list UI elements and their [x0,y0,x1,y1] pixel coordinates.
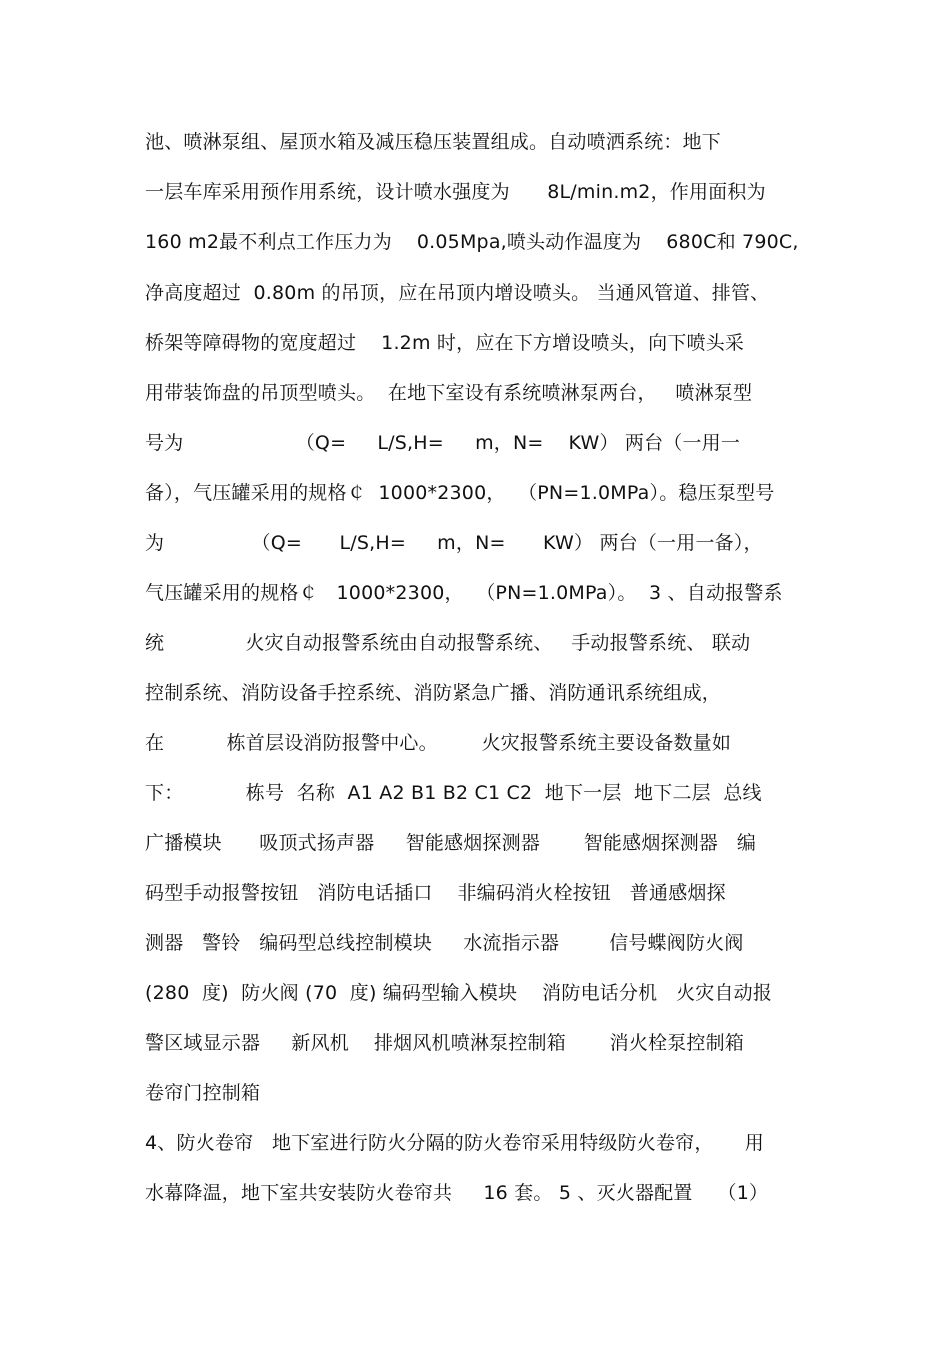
text-line-17: 测器 警铃 编码型总线控制模块 水流指示器 信号蝶阀防火阀 [145,932,744,954]
text-line-11: 统 火灾自动报警系统由自动报警系统、 手动报警系统、 联动 [145,632,751,654]
text-line-9: 为 （Q= L/S,H= m，N= KW） 两台（一用一备）， [145,532,763,554]
text-line-12: 控制系统、消防设备手控系统、消防紧急广播、消防通讯系统组成， [145,682,722,704]
text-line-1: 池、喷淋泵组、屋顶水箱及减压稳压装置组成。自动喷洒系统：地下 [145,131,722,153]
text-line-10: 气压罐采用的规格￠ 1000*2300， （PN=1.0MPa）。 3 、自动报警系 [145,582,783,604]
text-line-21: 4、防火卷帘 地下室进行防火分隔的防火卷帘采用特级防火卷帘， 用 [145,1132,765,1154]
text-line-6: 用带装饰盘的吊顶型喷头。 在地下室设有系统喷淋泵两台， 喷淋泵型 [145,382,753,404]
text-line-15: 广播模块 吸顶式扬声器 智能感烟探测器 智能感烟探测器 编 [145,832,757,854]
text-line-16: 码型手动报警按钮 消防电话插口 非编码消火栓按钮 普通感烟探 [145,882,726,904]
text-line-8: 备），气压罐采用的规格￠ 1000*2300， （PN=1.0MPa）。稳压泵型号 [145,482,775,504]
text-line-18: (280 度) 防火阀 (70 度) 编码型输入模块 消防电话分机 火灾自动报 [145,982,773,1004]
text-line-22: 水幕降温，地下室共安装防火卷帘共 16 套。 5 、灭火器配置 （1） [145,1182,769,1204]
text-line-3: 160 m2最不利点工作压力为 0.05Mpa,喷头动作温度为 680C和 790C, [145,231,799,253]
text-line-14: 下： 栋号 名称 A1 A2 B1 B2 C1 C2 地下一层 地下二层 总线 [145,782,762,804]
text-line-20: 卷帘门控制箱 [145,1082,261,1104]
text-line-5: 桥架等障碍物的宽度超过 1.2m 时，应在下方增设喷头，向下喷头采 [145,332,745,354]
text-line-4: 净高度超过 0.80m 的吊顶，应在吊顶内增设喷头。 当通风管道、排管、 [145,282,770,304]
text-line-7: 号为 （Q= L/S,H= m，N= KW） 两台（一用一 [145,432,741,454]
text-line-13: 在 栋首层设消防报警中心。 火灾报警系统主要设备数量如 [145,732,732,754]
text-line-2: 一层车库采用预作用系统，设计喷水强度为 8L/min.m2，作用面积为 [145,181,766,203]
text-line-19: 警区域显示器 新风机 排烟风机喷淋泵控制箱 消火栓泵控制箱 [145,1032,745,1054]
